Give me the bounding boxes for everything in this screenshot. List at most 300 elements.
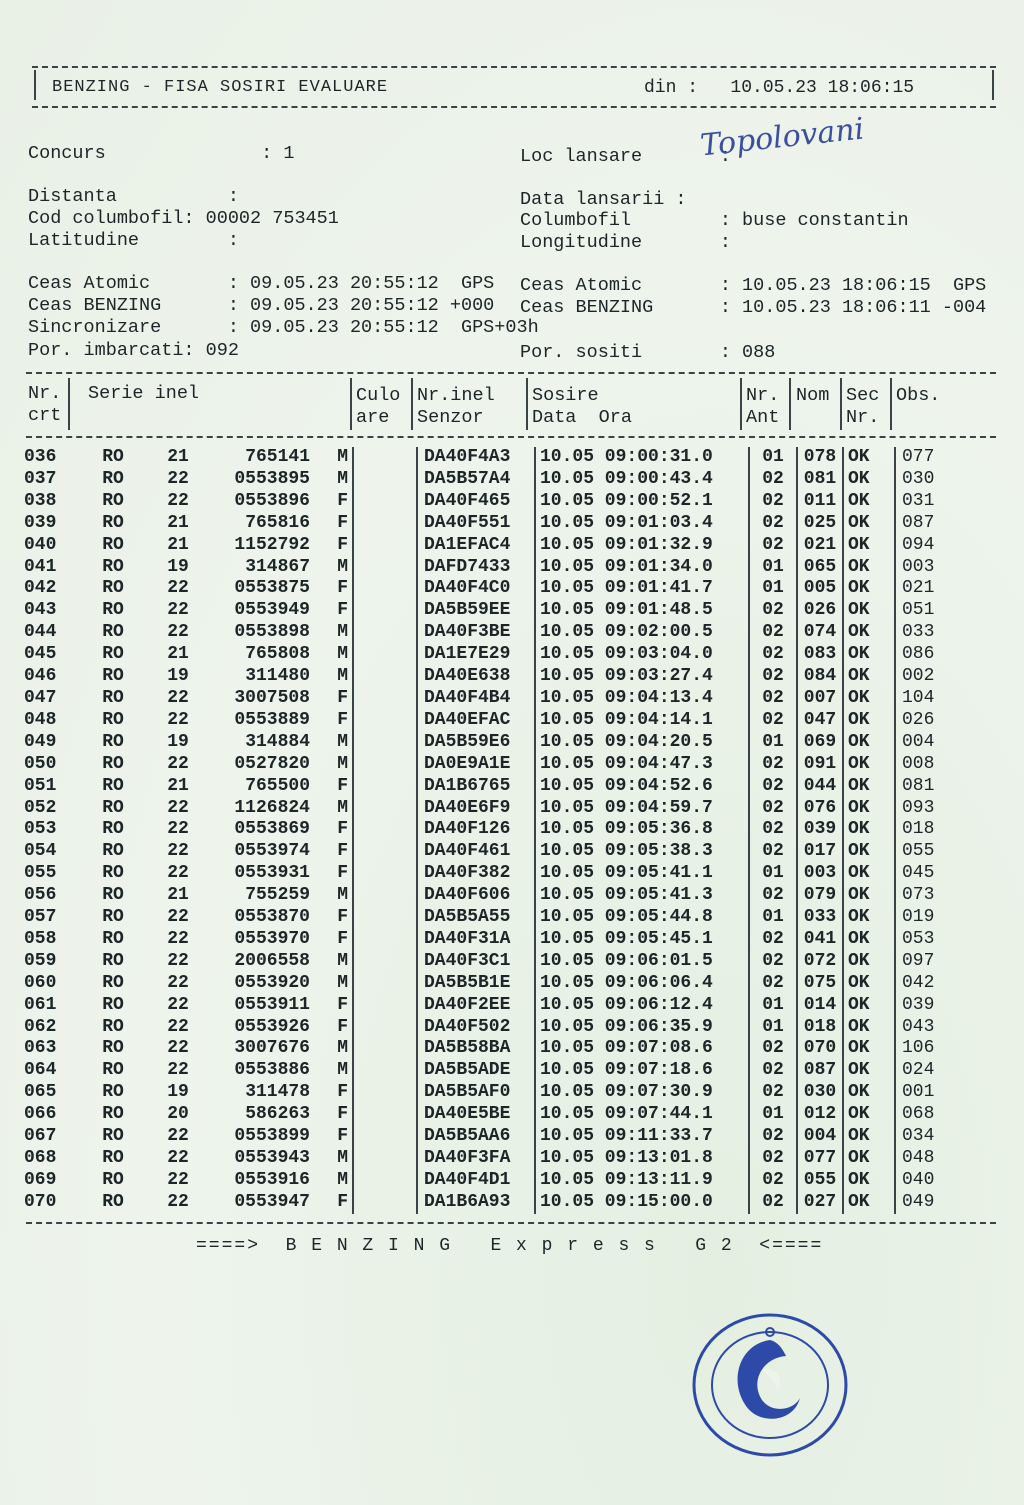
row-ant: 02 (749, 973, 797, 995)
row-sex: M (337, 556, 348, 577)
row-nom: 065 (797, 557, 843, 579)
row-ring: 0553895 (234, 468, 310, 489)
row-nom: 055 (797, 1170, 843, 1192)
table-row (24, 819, 962, 841)
row-nr: 056 (24, 885, 57, 906)
row-year: 22 (167, 994, 189, 1015)
row-ant: 02 (749, 666, 797, 688)
row-country: RO (102, 928, 124, 949)
row-nr: 040 (24, 534, 57, 555)
row-ring: 0553898 (234, 622, 310, 643)
row-arrival: 10.05 09:04:20.5 (535, 732, 749, 754)
row-nom: 003 (797, 863, 843, 885)
col-divider (840, 378, 842, 430)
row-nr: 048 (24, 709, 57, 730)
row-nr: 066 (24, 1104, 57, 1125)
row-ring: 0553875 (234, 578, 310, 599)
row-sensor: DA5B5A55 (417, 907, 535, 929)
row-ant: 02 (749, 1192, 797, 1214)
row-country: RO (102, 644, 124, 665)
row-obs: 034 (902, 1126, 935, 1147)
row-year: 19 (167, 1082, 189, 1103)
row-color (353, 1082, 417, 1104)
row-nom: 069 (797, 732, 843, 754)
row-arrival: 10.05 09:01:03.4 (535, 513, 749, 535)
row-nom: 047 (797, 710, 843, 732)
arrivals-table (24, 447, 962, 1214)
row-obs: 045 (902, 863, 935, 884)
table-row (24, 447, 962, 469)
row-sec: OK (843, 1126, 895, 1148)
row-country: RO (102, 753, 124, 774)
row-color (353, 557, 417, 579)
row-country: RO (102, 622, 124, 643)
row-year: 22 (167, 753, 189, 774)
row-color (353, 1104, 417, 1126)
row-obs: 077 (902, 447, 935, 467)
row-sensor: DA40F31A (417, 929, 535, 951)
row-year: 20 (167, 1104, 189, 1125)
ceas-atomic-end: Ceas Atomic : 10.05.23 18:06:15 GPS (520, 275, 987, 296)
table-row (24, 995, 962, 1017)
row-arrival: 10.05 09:03:04.0 (535, 644, 749, 666)
row-sec: OK (843, 973, 895, 995)
row-ring: 0553970 (234, 928, 310, 949)
row-nom: 039 (797, 819, 843, 841)
row-obs: 106 (902, 1038, 935, 1059)
row-year: 22 (167, 578, 189, 599)
row-color (353, 535, 417, 557)
col-sec-nr: Sec Nr. (846, 385, 880, 428)
row-nom: 076 (797, 798, 843, 820)
row-country: RO (102, 775, 124, 796)
row-ant: 02 (749, 754, 797, 776)
row-ring: 765808 (245, 644, 310, 665)
longitudine-line: Longitudine : (520, 232, 731, 253)
row-nr: 044 (24, 622, 57, 643)
row-arrival: 10.05 09:11:33.7 (535, 1126, 749, 1148)
row-nr: 050 (24, 753, 57, 774)
data-lansarii-line: Data lansarii : (520, 189, 687, 210)
row-sex: F (337, 775, 348, 796)
row-color (353, 1170, 417, 1192)
row-nom: 081 (797, 469, 843, 491)
row-sec: OK (843, 447, 895, 469)
row-obs: 051 (902, 600, 935, 621)
table-row (24, 1126, 962, 1148)
col-nr-inel-senzor: Nr.inel Senzor (417, 385, 495, 428)
row-nr: 054 (24, 841, 57, 862)
row-sec: OK (843, 885, 895, 907)
row-sex: M (337, 666, 348, 687)
row-sec: OK (843, 688, 895, 710)
ceas-atomic-start: Ceas Atomic : 09.05.23 20:55:12 GPS (28, 273, 495, 294)
row-color (353, 885, 417, 907)
row-ring: 1126824 (234, 797, 310, 818)
row-color (353, 1126, 417, 1148)
row-sex: M (337, 972, 348, 993)
row-nom: 012 (797, 1104, 843, 1126)
row-sensor: DA40F4C0 (417, 578, 535, 600)
row-ring: 2006558 (234, 950, 310, 971)
row-nr: 049 (24, 731, 57, 752)
row-year: 22 (167, 600, 189, 621)
row-ring: 0527820 (234, 753, 310, 774)
row-sex: F (337, 1016, 348, 1037)
row-obs: 039 (902, 994, 935, 1015)
row-year: 22 (167, 907, 189, 928)
row-ring: 0553896 (234, 490, 310, 511)
row-obs: 094 (902, 534, 935, 555)
row-nr: 036 (24, 447, 57, 467)
row-country: RO (102, 578, 124, 599)
row-sex: F (337, 534, 348, 555)
row-ant: 02 (749, 1148, 797, 1170)
row-sex: F (337, 1191, 348, 1212)
row-sec: OK (843, 776, 895, 798)
document-title: BENZING - FISA SOSIRI EVALUARE (52, 78, 389, 97)
row-country: RO (102, 1191, 124, 1212)
por-sositi-line: Por. sositi : 088 (520, 342, 776, 363)
row-color (353, 1192, 417, 1214)
row-year: 22 (167, 1191, 189, 1212)
row-nr: 046 (24, 666, 57, 687)
row-sec: OK (843, 951, 895, 973)
row-obs: 018 (902, 819, 935, 840)
row-year: 22 (167, 972, 189, 993)
row-obs: 001 (902, 1082, 935, 1103)
row-country: RO (102, 972, 124, 993)
row-color (353, 688, 417, 710)
row-arrival: 10.05 09:06:06.4 (535, 973, 749, 995)
row-nom: 004 (797, 1126, 843, 1148)
header-top-rule (32, 66, 996, 68)
col-culoare: Culo are (356, 385, 401, 428)
din-label: din : (644, 78, 699, 98)
row-sensor: DA5B5ADE (417, 1060, 535, 1082)
row-year: 22 (167, 709, 189, 730)
row-arrival: 10.05 09:07:08.6 (535, 1038, 749, 1060)
row-color (353, 447, 417, 469)
row-year: 22 (167, 863, 189, 884)
concurs-line: Concurs : 1 (28, 143, 295, 164)
row-sensor: DA40F461 (417, 841, 535, 863)
row-arrival: 10.05 09:00:43.4 (535, 469, 749, 491)
row-sensor: DA5B59EE (417, 600, 535, 622)
row-year: 22 (167, 841, 189, 862)
row-nom: 025 (797, 513, 843, 535)
row-sex: M (337, 731, 348, 752)
row-color (353, 491, 417, 513)
row-year: 22 (167, 622, 189, 643)
row-sex: M (337, 950, 348, 971)
row-obs: 042 (902, 972, 935, 993)
row-nr: 068 (24, 1148, 57, 1168)
row-nom: 030 (797, 1082, 843, 1104)
table-row (24, 469, 962, 491)
row-sensor: DA40E638 (417, 666, 535, 688)
row-obs: 004 (902, 731, 935, 752)
row-year: 21 (167, 512, 189, 533)
row-color (353, 1060, 417, 1082)
row-sec: OK (843, 1038, 895, 1060)
row-sex: F (337, 709, 348, 730)
row-color (353, 798, 417, 820)
row-sec: OK (843, 929, 895, 951)
row-ring: 311480 (245, 666, 310, 687)
row-year: 19 (167, 731, 189, 752)
row-year: 22 (167, 1016, 189, 1037)
row-obs: 043 (902, 1016, 935, 1037)
row-year: 21 (167, 447, 189, 467)
row-obs: 068 (902, 1104, 935, 1125)
row-sex: M (337, 1169, 348, 1190)
row-obs: 073 (902, 885, 935, 906)
col-divider (890, 378, 892, 430)
row-color (353, 995, 417, 1017)
row-sec: OK (843, 535, 895, 557)
row-ring: 755259 (245, 885, 310, 906)
row-sex: F (337, 863, 348, 884)
row-obs: 033 (902, 622, 935, 643)
row-sec: OK (843, 1082, 895, 1104)
row-sensor: DA40F606 (417, 885, 535, 907)
row-nom: 041 (797, 929, 843, 951)
row-ant: 02 (749, 535, 797, 557)
row-arrival: 10.05 09:03:27.4 (535, 666, 749, 688)
row-ant: 02 (749, 644, 797, 666)
table-row (24, 1082, 962, 1104)
row-sec: OK (843, 469, 895, 491)
row-country: RO (102, 1016, 124, 1037)
row-arrival: 10.05 09:00:31.0 (535, 447, 749, 469)
row-obs: 040 (902, 1169, 935, 1190)
row-color (353, 1038, 417, 1060)
row-ant: 01 (749, 995, 797, 1017)
row-country: RO (102, 819, 124, 840)
row-country: RO (102, 447, 124, 467)
row-ring: 0553947 (234, 1191, 310, 1212)
row-sex: F (337, 994, 348, 1015)
row-nom: 026 (797, 600, 843, 622)
row-sex: M (337, 1060, 348, 1081)
row-sex: F (337, 841, 348, 862)
row-year: 21 (167, 534, 189, 555)
col-divider (68, 378, 70, 430)
row-country: RO (102, 841, 124, 862)
table-bottom-rule (26, 1222, 996, 1224)
table-row (24, 951, 962, 973)
table-row (24, 929, 962, 951)
row-ant: 01 (749, 1017, 797, 1039)
header-left-border (34, 70, 36, 100)
row-nr: 052 (24, 797, 57, 818)
row-sex: M (337, 644, 348, 665)
row-sec: OK (843, 1104, 895, 1126)
table-row (24, 863, 962, 885)
row-country: RO (102, 1126, 124, 1147)
row-sec: OK (843, 491, 895, 513)
table-row (24, 973, 962, 995)
row-nr: 062 (24, 1016, 57, 1037)
row-ant: 02 (749, 622, 797, 644)
row-color (353, 666, 417, 688)
row-sec: OK (843, 1148, 895, 1170)
row-sec: OK (843, 754, 895, 776)
row-year: 22 (167, 1060, 189, 1081)
row-ant: 02 (749, 819, 797, 841)
row-ant: 02 (749, 798, 797, 820)
table-row (24, 1017, 962, 1039)
row-arrival: 10.05 09:05:36.8 (535, 819, 749, 841)
row-nom: 027 (797, 1192, 843, 1214)
row-country: RO (102, 885, 124, 906)
row-sec: OK (843, 995, 895, 1017)
row-arrival: 10.05 09:04:47.3 (535, 754, 749, 776)
row-ring: 765816 (245, 512, 310, 533)
row-year: 22 (167, 819, 189, 840)
row-year: 22 (167, 1038, 189, 1059)
row-nom: 084 (797, 666, 843, 688)
col-divider (740, 378, 742, 430)
table-row (24, 841, 962, 863)
row-sensor: DA5B58BA (417, 1038, 535, 1060)
row-country: RO (102, 731, 124, 752)
cod-columbofil-line: Cod columbofil: 00002 753451 (28, 208, 339, 229)
row-color (353, 469, 417, 491)
header-right-border (992, 70, 994, 100)
row-arrival: 10.05 09:07:30.9 (535, 1082, 749, 1104)
row-sex: M (337, 1038, 348, 1059)
row-sensor: DA40F465 (417, 491, 535, 513)
row-ant: 02 (749, 710, 797, 732)
row-nom: 078 (797, 447, 843, 469)
row-nr: 053 (24, 819, 57, 840)
row-nom: 017 (797, 841, 843, 863)
table-row (24, 557, 962, 579)
row-color (353, 907, 417, 929)
row-arrival: 10.05 09:13:11.9 (535, 1170, 749, 1192)
row-sex: F (337, 512, 348, 533)
row-obs: 024 (902, 1060, 935, 1081)
row-ant: 02 (749, 513, 797, 535)
row-color (353, 622, 417, 644)
row-color (353, 644, 417, 666)
row-country: RO (102, 950, 124, 971)
row-nr: 038 (24, 490, 57, 511)
row-nr: 059 (24, 950, 57, 971)
row-arrival: 10.05 09:01:32.9 (535, 535, 749, 557)
row-ring: 0553869 (234, 819, 310, 840)
row-arrival: 10.05 09:07:18.6 (535, 1060, 749, 1082)
row-ring: 0553931 (234, 863, 310, 884)
row-arrival: 10.05 09:05:44.8 (535, 907, 749, 929)
row-color (353, 710, 417, 732)
row-country: RO (102, 1082, 124, 1103)
table-row (24, 776, 962, 798)
row-obs: 093 (902, 797, 935, 818)
row-country: RO (102, 1169, 124, 1190)
row-arrival: 10.05 09:15:00.0 (535, 1192, 749, 1214)
row-sex: F (337, 600, 348, 621)
footer-banner: ====> B E N Z I N G E x p r e s s G 2 <==== (196, 1236, 824, 1256)
row-obs: 081 (902, 775, 935, 796)
federation-stamp (690, 1310, 850, 1460)
row-nr: 058 (24, 928, 57, 949)
row-sec: OK (843, 600, 895, 622)
por-imbarcati-line: Por. imbarcati: 092 (28, 340, 239, 361)
row-obs: 002 (902, 666, 935, 687)
row-color (353, 819, 417, 841)
row-sec: OK (843, 732, 895, 754)
row-ant: 02 (749, 1038, 797, 1060)
table-row (24, 622, 962, 644)
row-sex: M (337, 468, 348, 489)
columbofil-line: Columbofil : buse constantin (520, 210, 909, 231)
loc-lansare-signature: Topolovani (698, 111, 866, 164)
table-row (24, 535, 962, 557)
row-year: 21 (167, 885, 189, 906)
row-country: RO (102, 556, 124, 577)
row-ant: 02 (749, 951, 797, 973)
row-sensor: DA0E9A1E (417, 754, 535, 776)
row-sec: OK (843, 557, 895, 579)
row-sex: M (337, 753, 348, 774)
row-nr: 064 (24, 1060, 57, 1081)
table-row (24, 1104, 962, 1126)
col-serie-inel: Serie inel (88, 383, 200, 404)
row-ant: 02 (749, 1126, 797, 1148)
row-sensor: DA40F502 (417, 1017, 535, 1039)
ceas-benzing-end: Ceas BENZING : 10.05.23 18:06:11 -004 (520, 297, 987, 318)
row-sensor: DA1B6A93 (417, 1192, 535, 1214)
row-year: 22 (167, 1169, 189, 1190)
row-ant: 01 (749, 447, 797, 469)
row-ring: 0553949 (234, 600, 310, 621)
col-nr-crt: Nr. crt (28, 383, 62, 426)
row-nr: 037 (24, 468, 57, 489)
row-ant: 02 (749, 1060, 797, 1082)
row-sensor: DA40F551 (417, 513, 535, 535)
distanta-line: Distanta : (28, 186, 239, 207)
row-obs: 021 (902, 578, 935, 599)
row-year: 21 (167, 644, 189, 665)
row-sec: OK (843, 513, 895, 535)
row-year: 19 (167, 666, 189, 687)
row-color (353, 929, 417, 951)
din-value: 10.05.23 18:06:15 (730, 78, 915, 98)
row-ring: 0553943 (234, 1148, 310, 1168)
row-ring: 0553926 (234, 1016, 310, 1037)
row-ring: 314884 (245, 731, 310, 752)
row-country: RO (102, 687, 124, 708)
row-year: 19 (167, 556, 189, 577)
row-arrival: 10.05 09:02:00.5 (535, 622, 749, 644)
row-obs: 097 (902, 950, 935, 971)
row-ring: 0553899 (234, 1126, 310, 1147)
row-obs: 026 (902, 709, 935, 730)
row-sensor: DA40F2EE (417, 995, 535, 1017)
row-obs: 031 (902, 490, 935, 511)
row-country: RO (102, 797, 124, 818)
row-year: 22 (167, 687, 189, 708)
col-nr-ant: Nr. Ant (746, 385, 780, 428)
row-ring: 765500 (245, 775, 310, 796)
row-obs: 003 (902, 556, 935, 577)
row-arrival: 10.05 09:07:44.1 (535, 1104, 749, 1126)
row-sensor: DA40F3BE (417, 622, 535, 644)
row-nr: 060 (24, 972, 57, 993)
